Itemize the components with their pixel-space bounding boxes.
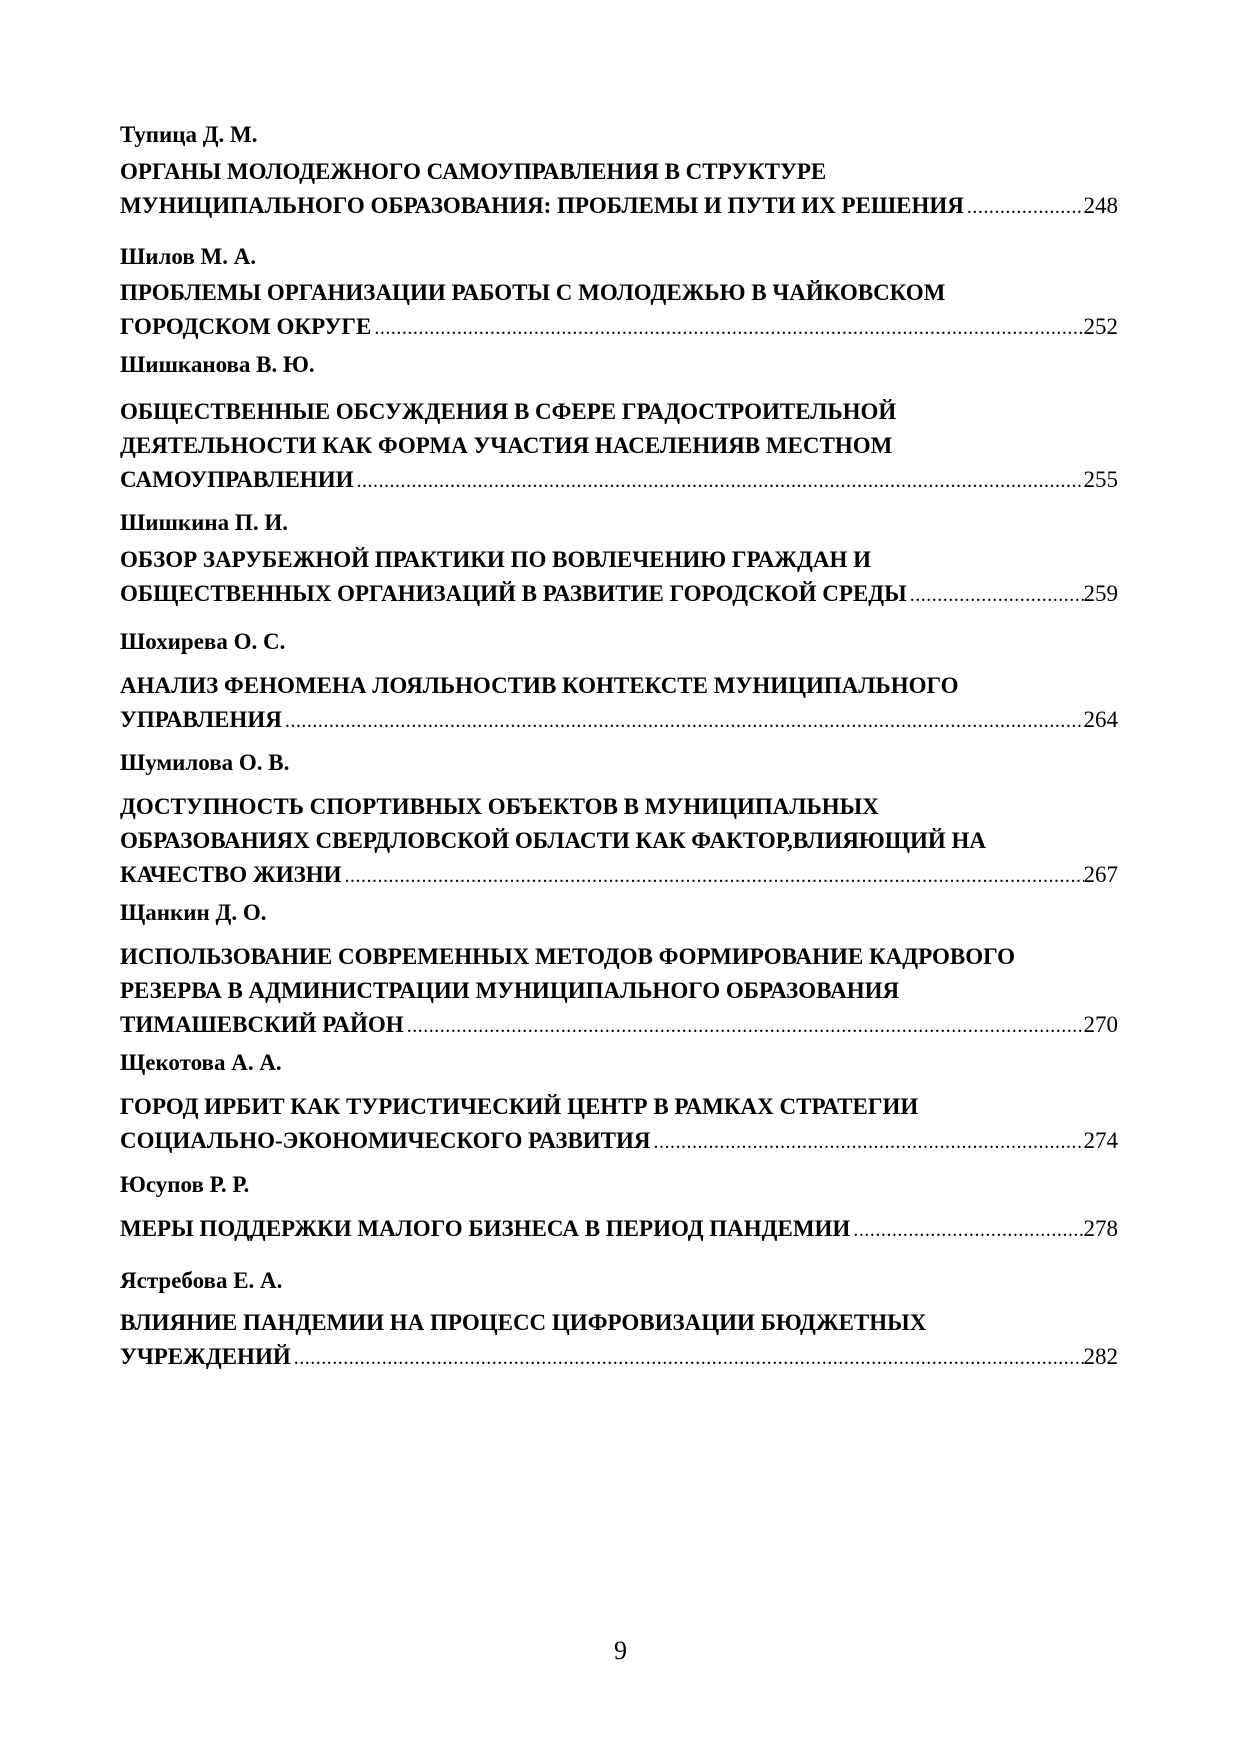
toc-entry <box>120 508 1118 606</box>
toc-author: Шохирева О. С. <box>120 629 286 654</box>
toc-title-line: ОРГАНЫ МОЛОДЕЖНОГО САМОУПРАВЛЕНИЯ В СТРУКТУРЕ <box>120 159 827 184</box>
toc-author: Шишканова В. Ю. <box>120 352 315 377</box>
toc-author: Шишкина П. И. <box>120 510 288 535</box>
dot-leader <box>850 1213 1083 1246</box>
toc-title <box>120 155 1118 223</box>
toc-title-text: УПРАВЛЕНИЯ <box>120 707 282 732</box>
toc-title-line <box>120 310 1118 344</box>
toc-title-line: РЕЗЕРВА В АДМИНИСТРАЦИИ МУНИЦИПАЛЬНОГО ОБРАЗОВАНИЯ <box>120 978 900 1003</box>
toc-author: Тупица Д. М. <box>120 122 258 147</box>
toc-entry <box>120 748 1118 887</box>
toc-title-line: ДОСТУПНОСТЬ СПОРТИВНЫХ ОБЪЕКТОВ В МУНИЦИПАЛЬНЫХ <box>120 794 879 819</box>
toc-title-line: ПРОБЛЕМЫ ОРГАНИЗАЦИИ РАБОТЫ С МОЛОДЕЖЬЮ В ЧАЙКОВСКОМ <box>120 280 946 305</box>
toc-title <box>120 1306 1118 1374</box>
toc-page-number: 278 <box>1083 1216 1118 1241</box>
toc-title-line: ИСПОЛЬЗОВАНИЕ СОВРЕМЕННЫХ МЕТОДОВ ФОРМИРОВАНИЕ КАДРОВОГО <box>120 944 1016 969</box>
toc-title-text: УЧРЕЖДЕНИЙ <box>120 1344 291 1369</box>
toc-title-line <box>120 189 1118 223</box>
toc-title-text: МЕРЫ ПОДДЕРЖКИ МАЛОГО БИЗНЕСА В ПЕРИОД ПАНДЕМИИ <box>120 1216 851 1241</box>
toc-author: Шумилова О. В. <box>120 750 290 775</box>
toc-title-line: ОБРАЗОВАНИЯХ СВЕРДЛОВСКОЙ ОБЛАСТИ КАК ФАКТОР,ВЛИЯЮЩИЙ НА <box>120 828 987 853</box>
toc-title <box>120 543 1118 611</box>
toc-title <box>120 276 1118 344</box>
toc-title-text: САМОУПРАВЛЕНИИ <box>120 467 354 492</box>
dot-leader <box>371 311 1083 344</box>
dot-leader <box>282 704 1084 737</box>
toc-author: Щанкин Д. О. <box>120 900 267 925</box>
toc-page-number: 264 <box>1083 707 1118 732</box>
toc-title-line: ВЛИЯНИЕ ПАНДЕМИИ НА ПРОЦЕСС ЦИФРОВИЗАЦИИ БЮДЖЕТНЫХ <box>120 1310 927 1335</box>
toc-author: Щекотова А. А. <box>120 1050 282 1075</box>
dot-leader <box>404 1009 1084 1042</box>
toc-entry <box>120 1170 1118 1241</box>
toc-entry <box>120 350 1118 492</box>
toc-page-number: 252 <box>1083 314 1118 339</box>
dot-leader <box>907 578 1084 611</box>
toc-entry <box>120 242 1118 339</box>
toc-title <box>120 395 1118 497</box>
toc-entry <box>120 1266 1118 1369</box>
toc-title-text: ОБЩЕСТВЕННЫХ ОРГАНИЗАЦИЙ В РАЗВИТИЕ ГОРОДСКОЙ СРЕДЫ <box>120 581 907 606</box>
toc-title-line: ОБЗОР ЗАРУБЕЖНОЙ ПРАКТИКИ ПО ВОВЛЕЧЕНИЮ ГРАЖДАН И <box>120 547 871 572</box>
toc-entry <box>120 627 1118 732</box>
toc-title-line: АНАЛИЗ ФЕНОМЕНА ЛОЯЛЬНОСТИВ КОНТЕКСТЕ МУНИЦИПАЛЬНОГО <box>120 673 959 698</box>
dot-leader <box>342 859 1084 892</box>
toc-title-line <box>120 1124 1118 1158</box>
toc-title <box>120 790 1118 892</box>
toc-title <box>120 669 1118 737</box>
toc-page-number: 270 <box>1083 1012 1118 1037</box>
toc-author: Юсупов Р. Р. <box>120 1172 250 1197</box>
toc-page-number: 274 <box>1083 1128 1118 1153</box>
toc-title-text: МУНИЦИПАЛЬНОГО ОБРАЗОВАНИЯ: ПРОБЛЕМЫ И ПУТИ ИХ РЕШЕНИЯ <box>120 193 964 218</box>
toc-author: Ястребова Е. А. <box>120 1268 283 1293</box>
toc-page-number: 282 <box>1083 1344 1118 1369</box>
toc-title-line <box>120 1212 1118 1246</box>
toc-title <box>120 1212 1118 1246</box>
toc-title-line: ГОРОД ИРБИТ КАК ТУРИСТИЧЕСКИЙ ЦЕНТР В РАМКАХ СТРАТЕГИИ <box>120 1094 919 1119</box>
toc-title-line <box>120 463 1118 497</box>
toc-title-line: ОБЩЕСТВЕННЫЕ ОБСУЖДЕНИЯ В СФЕРЕ ГРАДОСТРОИТЕЛЬНОЙ <box>120 399 897 424</box>
toc-title-text: СОЦИАЛЬНО-ЭКОНОМИЧЕСКОГО РАЗВИТИЯ <box>120 1128 651 1153</box>
toc-page-number: 248 <box>1083 193 1118 218</box>
toc-page-number: 259 <box>1083 581 1118 606</box>
toc-page-number: 255 <box>1083 467 1118 492</box>
toc-entry <box>120 898 1118 1037</box>
dot-leader <box>291 1341 1084 1374</box>
dot-leader <box>964 190 1084 223</box>
toc-title-text: ГОРОДСКОМ ОКРУГЕ <box>120 314 372 339</box>
toc-title-line <box>120 1008 1118 1042</box>
dot-leader <box>651 1125 1084 1158</box>
toc-title-line: ДЕЯТЕЛЬНОСТИ КАК ФОРМА УЧАСТИЯ НАСЕЛЕНИЯВ МЕСТНОМ <box>120 433 893 458</box>
toc-title-line <box>120 1340 1118 1374</box>
toc-title-line <box>120 703 1118 737</box>
toc-title <box>120 1090 1118 1158</box>
dot-leader <box>353 464 1083 497</box>
toc-title <box>120 940 1118 1042</box>
toc-entry <box>120 120 1118 218</box>
toc-entry <box>120 1048 1118 1153</box>
toc-title-text: ТИМАШЕВСКИЙ РАЙОН <box>120 1012 404 1037</box>
toc-title-line <box>120 577 1118 611</box>
toc-title-line <box>120 858 1118 892</box>
toc-author: Шилов М. А. <box>120 244 257 269</box>
toc-page-number: 267 <box>1083 862 1118 887</box>
page-number: 9 <box>614 1636 627 1665</box>
toc-title-text: КАЧЕСТВО ЖИЗНИ <box>120 862 342 887</box>
